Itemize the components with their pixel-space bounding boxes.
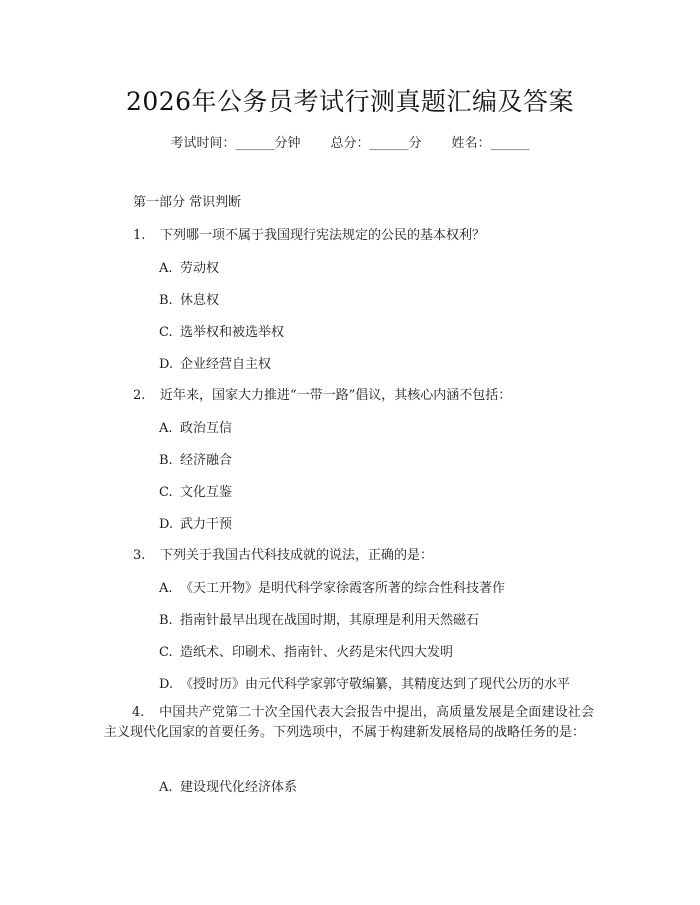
option-text: 造纸术、印刷术、指南针、火药是宋代四大发明 bbox=[180, 645, 454, 660]
option-item bbox=[159, 353, 271, 372]
option-text: 经济融合 bbox=[180, 453, 233, 468]
question-number: 4. bbox=[132, 705, 145, 720]
option-item bbox=[159, 449, 232, 468]
option-letter: C. bbox=[159, 325, 173, 340]
option-item bbox=[159, 641, 453, 660]
option-text: 指南针最早出现在战国时期，其原理是利用天然磁石 bbox=[180, 613, 480, 628]
option-item bbox=[159, 417, 232, 436]
name-label: 姓名：______ bbox=[451, 136, 530, 151]
option-letter: A. bbox=[159, 261, 173, 276]
option-letter: B. bbox=[159, 453, 173, 468]
question-1 bbox=[133, 224, 485, 243]
option-text: 《天工开物》是明代科学家徐霞客所著的综合性科技著作 bbox=[180, 581, 506, 596]
option-text: 政治互信 bbox=[180, 421, 233, 436]
option-text: 选举权和被选举权 bbox=[180, 325, 285, 340]
page-title: 2026年公务员考试行测真题汇编及答案 bbox=[125, 87, 575, 116]
option-text: 建设现代化经济体系 bbox=[180, 780, 298, 795]
option-item bbox=[159, 289, 219, 308]
option-letter: B. bbox=[159, 293, 173, 308]
option-item bbox=[159, 481, 232, 500]
option-letter: B. bbox=[159, 613, 173, 628]
question-number: 1. bbox=[133, 228, 146, 243]
question-text: 近年来，国家大力推进“一带一路”倡议，其核心内涵不包括： bbox=[160, 388, 512, 403]
option-text: 休息权 bbox=[180, 293, 220, 308]
option-text: 文化互鉴 bbox=[180, 485, 233, 500]
question-3 bbox=[133, 544, 433, 563]
option-text: 劳动权 bbox=[180, 261, 220, 276]
option-item bbox=[159, 321, 284, 340]
option-item bbox=[159, 257, 219, 276]
option-item bbox=[159, 609, 479, 628]
total-score-label: 总分：______分 bbox=[330, 136, 422, 151]
exam-meta bbox=[0, 132, 700, 151]
option-item bbox=[159, 577, 505, 596]
question-number: 2. bbox=[133, 388, 146, 403]
option-letter: D. bbox=[159, 517, 174, 532]
question-text: 中国共产党第二十次全国代表大会报告中提出，高质量发展是全面建设社会主义现代化国家的首要任务。下列选项中，不属于构建新发展格局的战略任务的是： bbox=[104, 705, 594, 740]
section-title: 第一部分 常识判断 bbox=[133, 195, 242, 210]
question-text: 下列关于我国古代科技成就的说法，正确的是： bbox=[160, 548, 434, 563]
option-letter: D. bbox=[159, 677, 174, 692]
option-text: 武力干预 bbox=[180, 517, 233, 532]
question-text: 下列哪一项不属于我国现行宪法规定的公民的基本权利？ bbox=[160, 228, 486, 243]
option-letter: A. bbox=[159, 581, 173, 596]
exam-time-label: 考试时间：______分钟 bbox=[170, 136, 301, 151]
option-text: 《授时历》由元代科学家郭守敬编纂，其精度达到了现代公历的水平 bbox=[180, 677, 571, 692]
option-letter: A. bbox=[159, 421, 173, 436]
option-item bbox=[159, 776, 297, 795]
question-2 bbox=[133, 384, 511, 403]
option-letter: A. bbox=[159, 780, 173, 795]
option-item bbox=[159, 673, 570, 692]
question-number: 3. bbox=[133, 548, 146, 563]
option-letter: C. bbox=[159, 485, 173, 500]
option-item bbox=[159, 513, 232, 532]
question-4 bbox=[104, 703, 594, 743]
option-letter: D. bbox=[159, 357, 174, 372]
option-letter: C. bbox=[159, 645, 173, 660]
option-text: 企业经营自主权 bbox=[180, 357, 272, 372]
